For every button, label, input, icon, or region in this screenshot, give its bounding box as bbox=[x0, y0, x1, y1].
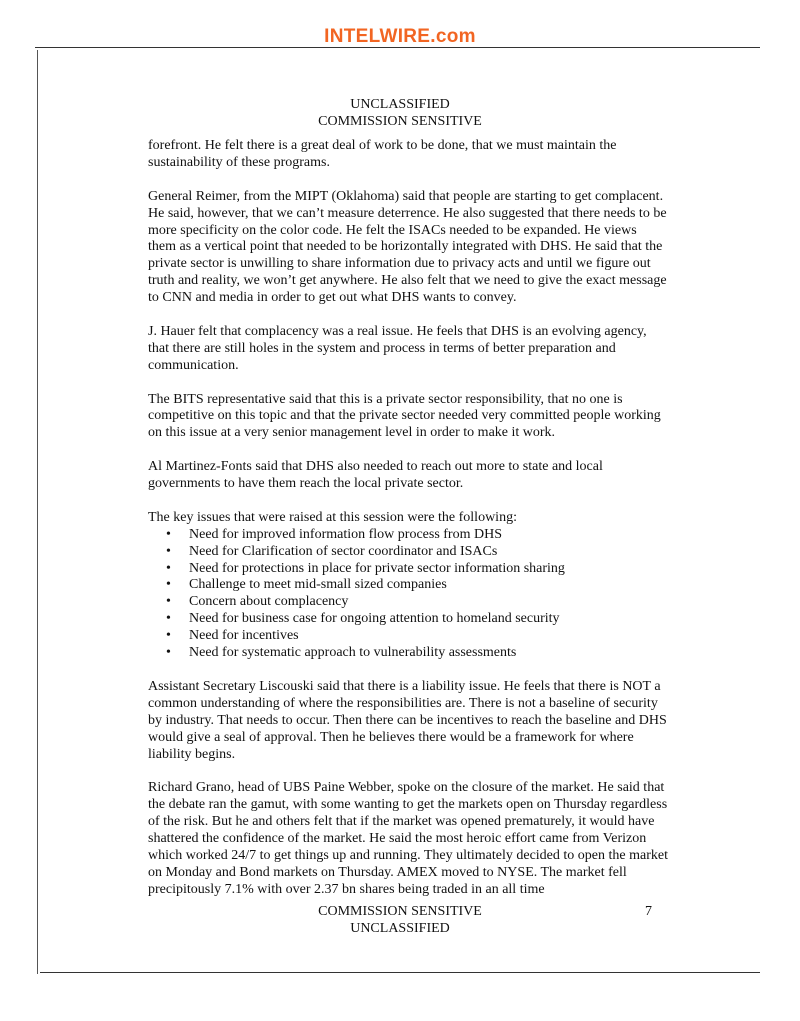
paragraph: forefront. He felt there is a great deal of work to be done, that we must maintain the sustainability of these programs. bbox=[148, 138, 617, 170]
footer-classification: UNCLASSIFIED bbox=[350, 921, 450, 936]
paragraph: Al Martinez-Fonts said that DHS also needed to reach out more to state and local governments to have them reach the local private sector. bbox=[148, 459, 603, 492]
list-item: • Need for protections in place for private sector information sharing bbox=[189, 561, 668, 578]
paragraph: J. Hauer felt that complacency was a real issue. He feels that DHS is an evolving agency, that there are still holes in the system and process in terms of better preparation and communication. bbox=[148, 323, 647, 373]
footer-sensitivity: COMMISSION SENSITIVE bbox=[318, 904, 482, 919]
list-item: • Concern about complacency bbox=[189, 594, 668, 611]
intelwire-logo: INTELWIRE.com bbox=[324, 26, 476, 47]
paragraph: Richard Grano, head of UBS Paine Webber, spoke on the closure of the market. He said that the debate ran the gamut, with some wanting to get the markets open on Thursday regardless of the risk. But he and others felt that if the market was opened prematurely, it would have shattered the confidence of the market. He said the most heroic effort came from Verizon which worked 24/7 to get things up and running. They ultimately decided to open the market on Monday and Bond markets on Thursday. AMEX moved to NYSE. The market fell precipitously 7.1% with over 2.37 bn shares being traded in an all time bbox=[148, 780, 668, 897]
page-number: 7 bbox=[645, 904, 652, 919]
list-item: • Need for incentives bbox=[189, 628, 668, 645]
issues-list bbox=[148, 527, 668, 662]
page-footer bbox=[0, 903, 800, 937]
header-classification: UNCLASSIFIED bbox=[350, 97, 450, 112]
paragraph: General Reimer, from the MIPT (Oklahoma) said that people are starting to get complacent. He said, however, that we can’t measure deterrence. He also suggested that there needs to be more specificity on the color code. He felt the ISACs needed to be expanded. He views them as a vertical point that needed to be horizontally integrated with DHS. He said that the private sector is unwilling to share information due to privacy acts and until we figure out truth and reality, we won’t get anywhere. He also felt that we need to give the exact message to CNN and media in order to get out what DHS wants to convey. bbox=[148, 188, 667, 306]
page-border-bottom bbox=[40, 972, 760, 973]
list-item: • Need for business case for ongoing attention to homeland security bbox=[189, 611, 668, 628]
list-item: • Need for systematic approach to vulnerability assessments bbox=[189, 645, 668, 662]
page-header bbox=[0, 96, 800, 130]
page-border-left bbox=[37, 50, 38, 974]
list-item: • Need for improved information flow process from DHS bbox=[189, 527, 668, 544]
page-border-top bbox=[35, 47, 760, 48]
paragraph: Assistant Secretary Liscouski said that there is a liability issue. He feels that there is NOT a common understanding of where the responsibilities are. There is not a baseline of security by industry. That needs to occur. Then there can be incentives to reach the baseline and DHS would give a seal of approval. Then he believes there would be a framework for where liability begins. bbox=[148, 678, 667, 762]
document-body bbox=[148, 138, 668, 916]
list-item: • Challenge to meet mid-small sized companies bbox=[189, 577, 668, 594]
list-item: • Need for Clarification of sector coordinator and ISACs bbox=[189, 544, 668, 561]
issues-intro: The key issues that were raised at this session were the following: bbox=[148, 509, 517, 525]
paragraph: The BITS representative said that this is a private sector responsibility, that no one is competitive on this topic and that the private sector needed very committed people working on this issue at a very senior management level in order to make it work. bbox=[148, 391, 661, 441]
header-sensitivity: COMMISSION SENSITIVE bbox=[318, 114, 482, 129]
